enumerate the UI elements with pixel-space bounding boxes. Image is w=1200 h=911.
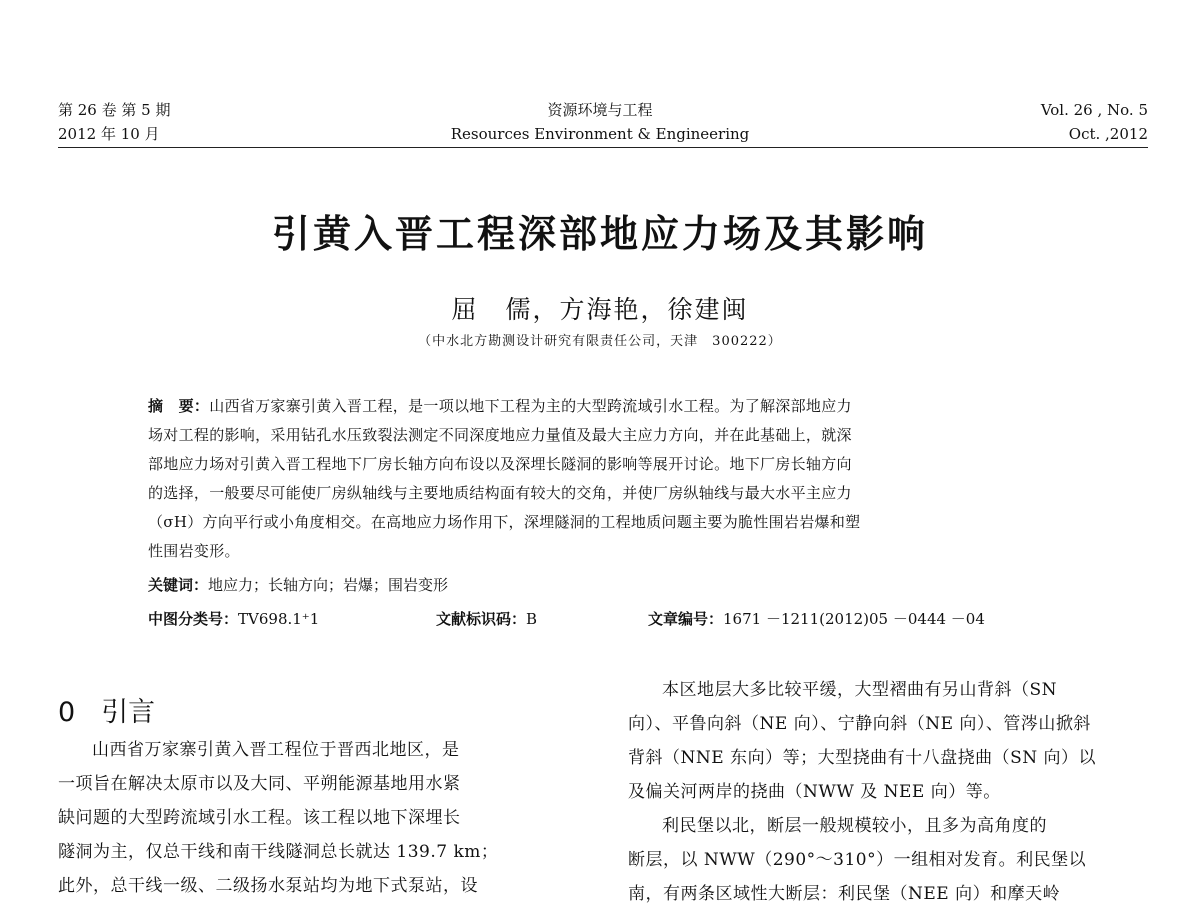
- clc-code: [148, 608, 319, 629]
- abstract-label: 摘 要：: [148, 397, 210, 415]
- body-line: 缺问题的大型跨流域引水工程。该工程以地下深埋长: [58, 808, 461, 828]
- paper-title: 引黄入晋工程深部地应力场及其影响: [271, 212, 928, 256]
- body-line: 一项旨在解决太原市以及大同、平朔能源基地用水紧: [58, 774, 461, 794]
- classification-row: [148, 608, 1060, 632]
- paper-affiliation: （中水北方勘测设计研究有限责任公司，天津 300222）: [418, 334, 782, 349]
- body-line: 利民堡以北，断层一般规模较小，且多为高角度的: [662, 816, 1047, 836]
- keywords-text: 地应力；长轴方向；岩爆；围岩变形: [208, 576, 449, 594]
- journal-date: 2012 年 10 月: [58, 125, 160, 143]
- abstract-block: [148, 392, 1060, 566]
- abstract-line: 部地应力场对引黄入晋工程地下厂房长轴方向布设以及深埋长隧洞的影响等展开讨论。地下厂房长轴方向: [148, 455, 852, 473]
- abstract-text: 山西省万家寨引黄入晋工程，是一项以地下工程为主的大型跨流域引水工程。为了解深部地应力: [209, 397, 852, 415]
- abstract-line: 性围岩变形。: [148, 542, 240, 560]
- keywords-line: [148, 574, 448, 595]
- journal-volume-issue: 第 26 卷 第 5 期: [58, 101, 171, 119]
- body-line: 本区地层大多比较平缓，大型褶曲有另山背斜（SN: [662, 680, 1058, 700]
- left-column-text: [58, 733, 582, 903]
- doc-code: [436, 608, 537, 629]
- body-line: 南，有两条区域性大断层：利民堡（NEE 向）和摩天岭: [628, 884, 1061, 904]
- keywords-label: 关键词：: [148, 576, 209, 594]
- doc-label: 文献标识码：: [436, 610, 527, 628]
- abstract-line: [148, 392, 1060, 421]
- body-line: 隧洞为主，仅总干线和南干线隧洞总长就达 139.7 km；: [58, 842, 499, 862]
- article-number: [648, 608, 985, 629]
- clc-value: TV698.1⁺1: [238, 610, 320, 628]
- body-line: 及偏关河两岸的挠曲（NWW 及 NEE 向）等。: [628, 782, 1001, 802]
- abstract-line: 场对工程的影响，采用钻孔水压致裂法测定不同深度地应力量值及最大主应力方向，并在此基础上，就深: [148, 426, 852, 444]
- body-line: 山西省万家寨引黄入晋工程位于晋西北地区，是: [92, 740, 460, 760]
- section-title: 引言: [101, 697, 156, 728]
- abstract-line: （σH）方向平行或小角度相交。在高地应力场作用下，深埋隧洞的工程地质问题主要为脆性围岩岩爆和塑: [148, 513, 861, 531]
- journal-vol-en: Vol. 26 , No. 5: [1040, 101, 1148, 119]
- body-line: 背斜（NNE 东向）等；大型挠曲有十八盘挠曲（SN 向）以: [628, 748, 1096, 768]
- paper-authors: 屈 儒，方海艳，徐建闽: [451, 295, 749, 324]
- doc-value: B: [526, 610, 538, 628]
- header-divider: [58, 147, 1148, 148]
- body-line: 向）、平鲁向斜（NE 向）、宁静向斜（NE 向）、管涔山掀斜: [628, 714, 1091, 734]
- body-line: 此外，总干线一级、二级扬水泵站均为地下式泵站，设: [58, 876, 478, 896]
- abstract-line: 的选择，一般要尽可能使厂房纵轴线与主要地质结构面有较大的交角，并使厂房纵轴线与最大水平主应力: [148, 484, 852, 502]
- right-column-text: [628, 673, 1150, 911]
- journal-name-en: Resources Environment & Engineering: [450, 125, 750, 143]
- section-number: 0: [58, 697, 76, 728]
- journal-date-en: Oct. ,2012: [1068, 125, 1148, 143]
- section-heading: [58, 690, 155, 729]
- clc-label: 中图分类号：: [148, 610, 239, 628]
- article-value: 1671 －1211(2012)05 －0444 －04: [723, 610, 985, 628]
- article-label: 文章编号：: [648, 610, 724, 628]
- journal-name-cn: 资源环境与工程: [547, 101, 653, 119]
- body-line: 断层，以 NWW（290°～310°）一组相对发育。利民堡以: [628, 850, 1087, 870]
